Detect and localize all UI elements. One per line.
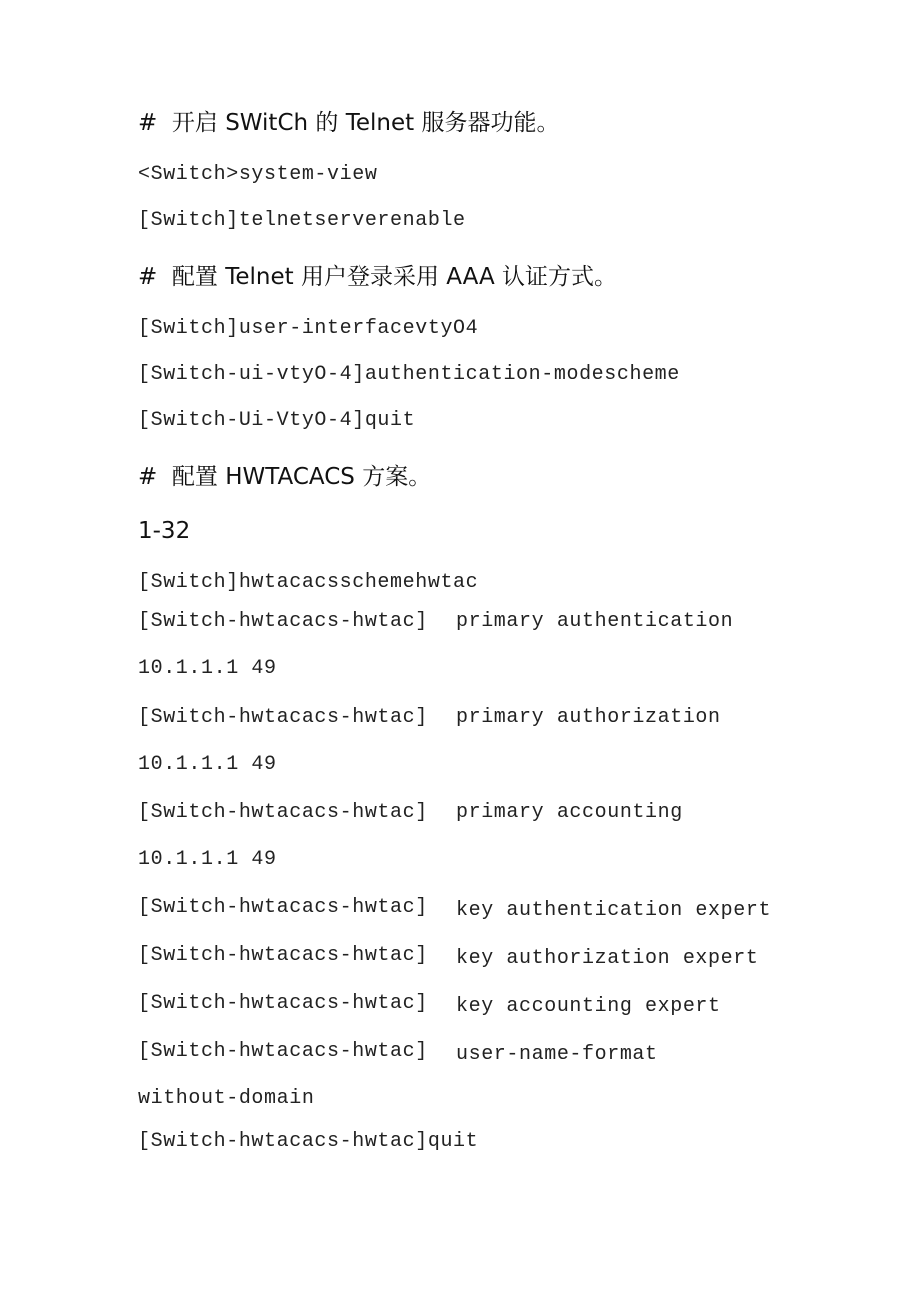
code-prompt: [Switch-hwtacacs-hwtac] bbox=[138, 706, 428, 729]
heading-enable-telnet: # 开启 SWitCh 的 Telnet 服务器功能。 bbox=[138, 110, 560, 136]
code-line-ip-port: 10.1.1.1 49 bbox=[138, 657, 277, 680]
code-line-hwtacacs-scheme: [Switch]hwtacacsschemehwtac bbox=[138, 571, 479, 594]
code-prompt: [Switch-hwtacacs-hwtac] bbox=[138, 1040, 428, 1063]
code-line-key-authentication bbox=[0, 895, 920, 925]
heading-hwtacacs: # 配置 HWTACACS 方案。 bbox=[138, 464, 432, 490]
code-line-user-interface: [Switch]user-interfacevtyO4 bbox=[138, 317, 479, 340]
code-line-primary-accounting bbox=[0, 800, 920, 826]
code-line-key-accounting bbox=[0, 991, 920, 1021]
code-argument: key authentication expert bbox=[456, 899, 772, 922]
code-argument: primary accounting bbox=[456, 801, 683, 824]
code-line-authentication-mode: [Switch-ui-vtyO-4]authentication-modescheme bbox=[138, 363, 680, 386]
code-prompt: [Switch-hwtacacs-hwtac] bbox=[138, 992, 428, 1015]
code-prompt: [Switch-hwtacacs-hwtac] bbox=[138, 944, 428, 967]
code-prompt: [Switch-hwtacacs-hwtac] bbox=[138, 610, 428, 633]
page-number: 1-32 bbox=[138, 518, 191, 544]
code-argument: primary authorization bbox=[456, 706, 721, 729]
code-line-system-view: <Switch>system-view bbox=[138, 163, 378, 186]
code-line-ip-port: 10.1.1.1 49 bbox=[138, 848, 277, 871]
code-prompt: [Switch-hwtacacs-hwtac] bbox=[138, 801, 428, 824]
code-line-primary-authentication bbox=[0, 609, 920, 635]
code-line-key-authorization bbox=[0, 943, 920, 973]
code-line-quit-vty: [Switch-Ui-VtyO-4]quit bbox=[138, 409, 416, 432]
code-line-quit-hwtacacs: [Switch-hwtacacs-hwtac]quit bbox=[138, 1130, 479, 1153]
code-argument: primary authentication bbox=[456, 610, 734, 633]
code-prompt: [Switch-hwtacacs-hwtac] bbox=[138, 896, 428, 919]
code-line-ip-port: 10.1.1.1 49 bbox=[138, 753, 277, 776]
code-line-without-domain: without-domain bbox=[138, 1087, 315, 1110]
code-line-primary-authorization bbox=[0, 705, 920, 731]
heading-aaa-auth: # 配置 Telnet 用户登录采用 AAA 认证方式。 bbox=[138, 264, 618, 290]
code-argument: user-name-format bbox=[456, 1043, 658, 1066]
code-line-telnet-server-enable: [Switch]telnetserverenable bbox=[138, 209, 466, 232]
code-argument: key accounting expert bbox=[456, 995, 721, 1018]
code-argument: key authorization expert bbox=[456, 947, 759, 970]
code-line-user-name-format bbox=[0, 1039, 920, 1069]
